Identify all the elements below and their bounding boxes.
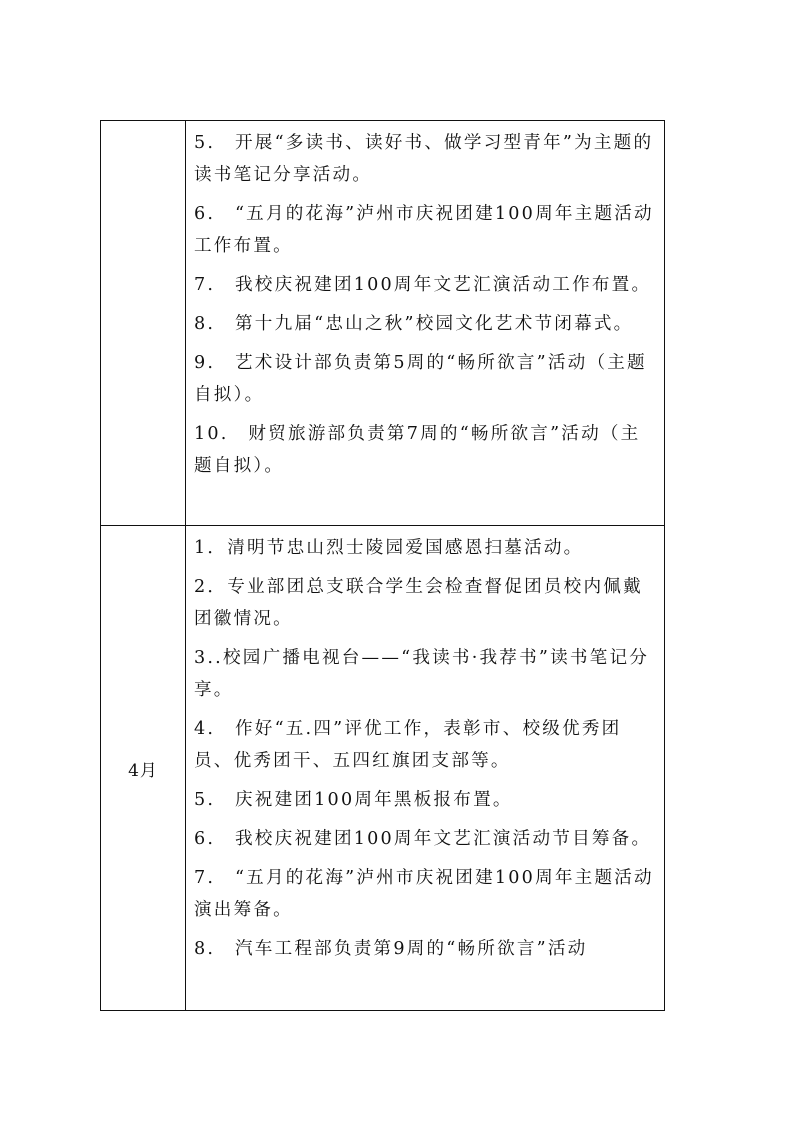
activity-item: 1．清明节忠山烈士陵园爱国感恩扫墓活动。 [194,538,584,558]
activity-item: 5. 庆祝建团100周年黑板报布置。 [194,790,513,810]
activity-item: 8. 第十九届“忠山之秋”校园文化艺术节闭幕式。 [194,314,634,334]
activity-item: 9. 艺术设计部负责第5周的“畅所欲言”活动（主题自拟）。 [194,353,647,405]
activity-item: 6. “五月的花海”泸州市庆祝团建100周年主题活动工作布置。 [194,204,654,256]
activity-item: 2．专业部团总支联合学生会检查督促团员校内佩戴团徽情况。 [194,577,643,629]
month-cell: 4月 [101,526,186,1011]
table-row [101,526,665,1011]
activity-item: 4. 作好“五.四”评优工作，表彰市、校级优秀团员、优秀团干、五四红旗团支部等。 [194,719,622,771]
activity-item: 6. 我校庆祝建团100周年文艺汇演活动节目筹备。 [194,829,652,849]
activity-item: 8. 汽车工程部负责第9周的“畅所欲言”活动 [194,939,588,959]
table-row [101,121,665,526]
activities-cell [186,526,665,1011]
activity-item: 7. “五月的花海”泸州市庆祝团建100周年主题活动演出筹备。 [194,868,654,920]
activities-cell [186,121,665,526]
activity-item: 7. 我校庆祝建团100周年文艺汇演活动工作布置。 [194,275,652,295]
activity-item: 10. 财贸旅游部负责第7周的“畅所欲言”活动（主题自拟）。 [194,424,641,476]
activity-item: 5. 开展“多读书、读好书、做学习型青年”为主题的读书笔记分享活动。 [194,133,654,185]
month-cell [101,121,186,526]
activity-schedule-table [100,120,665,1011]
activity-item: 3..校园广播电视台——“我读书·我荐书”读书笔记分享。 [194,648,650,700]
